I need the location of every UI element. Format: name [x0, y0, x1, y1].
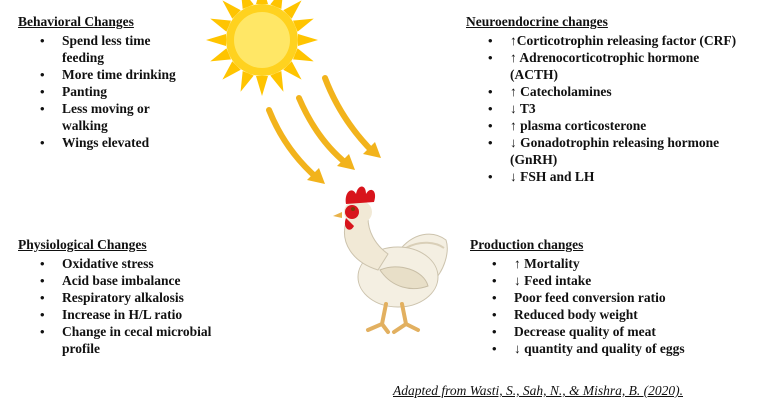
list-item: • ↑ Adrenocorticotrophic hormone (ACTH) — [510, 49, 730, 83]
rooster-icon — [328, 182, 453, 340]
list-item: • ↓ Feed intake — [514, 272, 770, 289]
production-changes-list — [470, 255, 770, 357]
list-item: • Reduced body weight — [514, 306, 770, 323]
neuroendocrine-changes-title: Neuroendocrine changes — [466, 14, 608, 29]
list-item: • ↓ Gonadotrophin releasing hormone (GnRH) — [510, 134, 750, 168]
neuroendocrine-changes-list — [466, 32, 766, 185]
list-item: • More time drinking — [62, 66, 218, 83]
behavioral-changes-title: Behavioral Changes — [18, 14, 134, 29]
list-item: • ↑ Mortality — [514, 255, 770, 272]
citation: Adapted from Wasti, S., Sah, N., & Mishra, B. (2020). — [393, 383, 683, 398]
list-item: • Spend less time feeding — [62, 32, 172, 66]
list-item: • Poor feed conversion ratio — [514, 289, 770, 306]
list-item: • ↓ quantity and quality of eggs — [514, 340, 770, 357]
list-item: • Decrease quality of meat — [514, 323, 770, 340]
list-item: • ↑ plasma corticosterone — [510, 117, 766, 134]
list-item: • ↑ Catecholamines — [510, 83, 766, 100]
list-item: • Change in cecal microbial profile — [62, 323, 237, 357]
production-changes-panel — [470, 237, 770, 357]
physiological-changes-panel — [18, 237, 238, 357]
production-changes-title: Production changes — [470, 237, 584, 252]
list-item: • Oxidative stress — [62, 255, 238, 272]
list-item: • ↓ FSH and LH — [510, 168, 766, 185]
physiological-changes-title: Physiological Changes — [18, 237, 147, 252]
list-item: • Acid base imbalance — [62, 272, 238, 289]
list-item: • Panting — [62, 83, 218, 100]
list-item: • Respiratory alkalosis — [62, 289, 238, 306]
list-item: • Wings elevated — [62, 134, 218, 151]
physiological-changes-list — [18, 255, 238, 357]
list-item: • ↑Corticotrophin releasing factor (CRF) — [510, 32, 766, 49]
list-item: • ↓ T3 — [510, 100, 766, 117]
list-item: • Increase in H/L ratio — [62, 306, 238, 323]
list-item: • Less moving or walking — [62, 100, 172, 134]
heat-arrows-icon — [255, 60, 395, 190]
neuroendocrine-changes-panel — [466, 14, 766, 185]
